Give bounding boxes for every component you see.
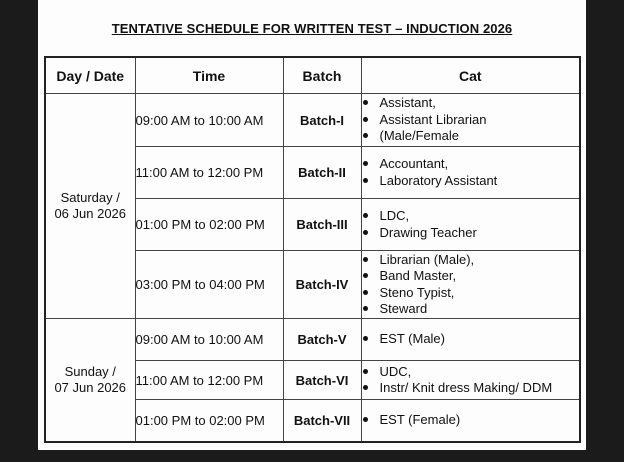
list-item: EST (Female) — [362, 412, 580, 429]
time-cell: 01:00 PM to 02:00 PM — [135, 400, 283, 442]
document-page — [38, 0, 586, 450]
document-title: TENTATIVE SCHEDULE FOR WRITTEN TEST – INDUCTION 2026 — [111, 21, 513, 36]
list-item: Assistant, — [362, 95, 580, 112]
cat-list — [362, 412, 580, 429]
cat-cell — [361, 361, 580, 400]
time-cell: 09:00 AM to 10:00 AM — [135, 94, 283, 147]
list-item: Drawing Teacher — [362, 225, 580, 242]
batch-cell: Batch-IV — [283, 251, 361, 319]
batch-cell: Batch-VII — [283, 400, 361, 442]
date-label: 06 Jun 2026 — [54, 206, 127, 221]
cat-cell — [361, 199, 580, 251]
day-label: Saturday / — [60, 190, 120, 205]
list-item: UDC, — [362, 364, 580, 381]
batch-cell: Batch-III — [283, 199, 361, 251]
cat-list — [362, 331, 580, 348]
cat-list — [362, 252, 580, 318]
cat-cell — [361, 400, 580, 442]
list-item: LDC, — [362, 208, 580, 225]
cat-cell — [361, 319, 580, 361]
day-date-cell — [45, 94, 135, 319]
day-label: Sunday / — [64, 363, 116, 379]
list-item: Librarian (Male), — [362, 252, 580, 269]
time-cell: 09:00 AM to 10:00 AM — [135, 319, 283, 361]
header-cat: Cat — [361, 57, 580, 94]
time-cell: 11:00 AM to 12:00 PM — [135, 147, 283, 199]
cat-list — [362, 208, 580, 241]
day-date-cell — [45, 319, 135, 442]
list-item: Steward — [362, 301, 580, 318]
list-item: Assistant Librarian — [362, 112, 580, 129]
header-day-date: Day / Date — [45, 57, 135, 94]
batch-cell: Batch-II — [283, 147, 361, 199]
table-row — [45, 319, 580, 361]
list-item: EST (Male) — [362, 331, 580, 348]
time-cell: 03:00 PM to 04:00 PM — [135, 251, 283, 319]
cat-cell — [361, 251, 580, 319]
header-time: Time — [135, 57, 283, 94]
schedule-table — [44, 56, 581, 443]
cat-cell — [361, 94, 580, 147]
list-item: (Male/Female — [362, 128, 580, 145]
time-cell: 11:00 AM to 12:00 PM — [135, 361, 283, 400]
list-item: Laboratory Assistant — [362, 173, 580, 190]
batch-cell: Batch-V — [283, 319, 361, 361]
batch-cell: Batch-I — [283, 94, 361, 147]
header-row — [45, 57, 580, 94]
list-item: Instr/ Knit dress Making/ DDM — [362, 380, 580, 397]
table-row — [45, 94, 580, 147]
cat-list — [362, 156, 580, 189]
list-item: Steno Typist, — [362, 285, 580, 302]
cat-list — [362, 364, 580, 397]
time-cell: 01:00 PM to 02:00 PM — [135, 199, 283, 251]
date-label: 07 Jun 2026 — [54, 379, 127, 395]
cat-cell — [361, 147, 580, 199]
header-batch: Batch — [283, 57, 361, 94]
list-item: Accountant, — [362, 156, 580, 173]
list-item: Band Master, — [362, 268, 580, 285]
cat-list — [362, 95, 580, 145]
batch-cell: Batch-VI — [283, 361, 361, 400]
